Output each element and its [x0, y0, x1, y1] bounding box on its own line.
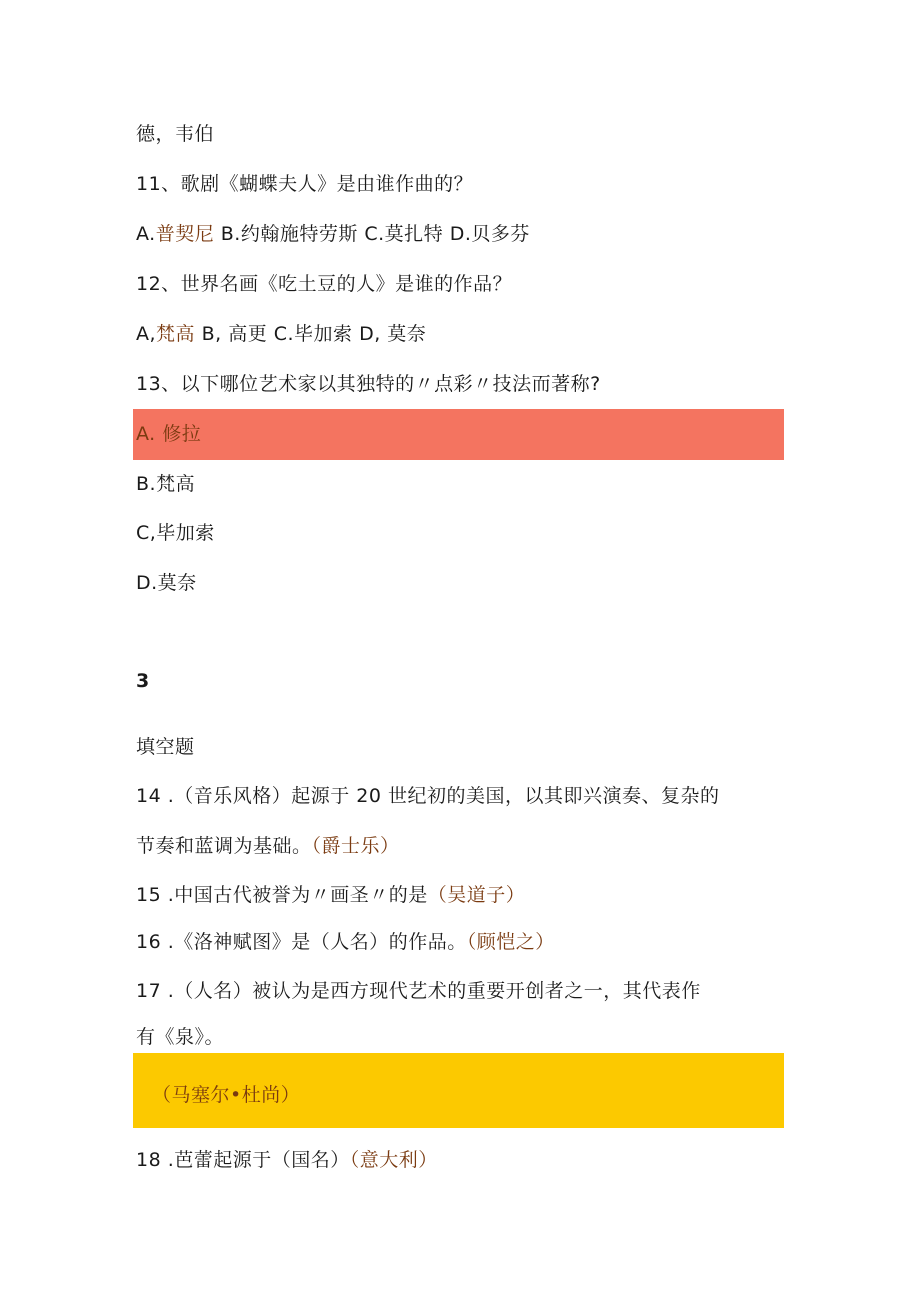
question-14-answer: （爵士乐）: [311, 835, 400, 857]
question-17-answer: （马塞尔•杜尚）: [152, 1084, 301, 1106]
question-15-answer: （吴道子）: [427, 884, 526, 906]
option-a-answer: 普契尼: [155, 223, 215, 245]
question-18-text: 18 .芭蕾起源于（国名）: [136, 1149, 350, 1171]
other-options: B.约翰施特劳斯 C.莫扎特 D.贝多芬: [214, 223, 530, 245]
option-a-answer: 梵高: [156, 323, 196, 345]
question-15-text: 15 .中国古代被誉为〃画圣〃的是: [136, 884, 428, 906]
option-a-label: A,: [136, 323, 157, 345]
question-18-answer: （意大利）: [349, 1149, 438, 1171]
section-title: 填空题: [136, 736, 195, 758]
question-13-option-b: B.梵高: [136, 473, 196, 495]
question-14-line-1: 14 .（音乐风格）起源于 20 世纪初的美国，以其即兴演奏、复杂的: [136, 785, 720, 807]
question-12-options: [136, 321, 426, 347]
highlight-correct-answer-13: [133, 409, 784, 460]
question-13: 13、以下哪位艺术家以其独特的〃点彩〃技法而著称?: [136, 373, 601, 395]
question-11: 11、歌剧《蝴蝶夫人》是由谁作曲的？: [136, 173, 474, 195]
question-13-option-c: C,毕加索: [136, 522, 215, 544]
question-14-line-2: [136, 833, 400, 859]
section-number: 3: [136, 670, 150, 692]
question-16-answer: （顾恺之）: [466, 931, 555, 953]
text-line: 德，韦伯: [136, 123, 215, 145]
other-options: B, 高更 C.毕加索 D, 莫奈: [195, 323, 427, 345]
question-14-text: 节奏和蓝调为基础。: [136, 835, 312, 857]
question-16-text: 16 .《洛神赋图》是（人名）的作品。: [136, 931, 467, 953]
question-13-option-d: D.莫奈: [136, 572, 197, 594]
option-a-label: A.: [136, 223, 156, 245]
question-15: [136, 882, 525, 908]
question-13-option-a: A. 修拉: [136, 423, 202, 445]
question-16: [136, 929, 555, 955]
question-12: 12、世界名画《吃土豆的人》是谁的作品？: [136, 273, 513, 295]
question-17-line-1: 17 .（人名）被认为是西方现代艺术的重要开创者之一，其代表作: [136, 980, 701, 1002]
question-17-line-2: 有《泉》。: [136, 1026, 225, 1048]
question-18: [136, 1147, 438, 1173]
question-11-options: [136, 221, 530, 247]
